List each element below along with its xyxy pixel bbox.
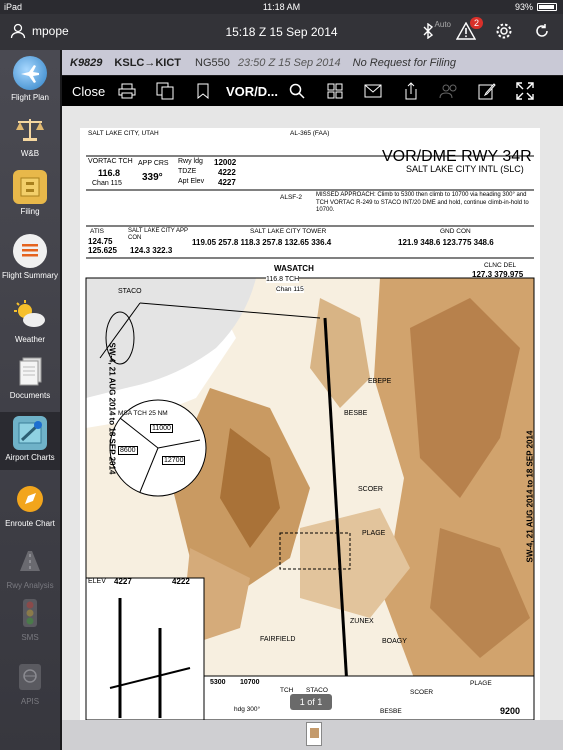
fix-boagy: BOAGY: [382, 638, 407, 645]
app-crs-label: APP CRS: [138, 160, 169, 167]
atis-freqs: 124.75 125.625: [88, 237, 117, 255]
wasatch-vortac-name: WASATCH: [274, 264, 314, 273]
chart-procedure-title: VOR/DME RWY 34R: [382, 148, 532, 165]
traffic-light-icon: [13, 596, 47, 630]
profile-plage: PLAGE: [470, 680, 492, 687]
ground-control-label: GND CON: [440, 228, 471, 235]
app-header: [0, 14, 563, 50]
chart-airport-name: SALT LAKE CITY INTL (SLC): [406, 164, 524, 174]
chart-validity-left: SW-4, 21 AUG 2014 to 18 SEP 2014: [107, 342, 117, 475]
scales-icon: [13, 112, 47, 146]
chart-validity-right: SW-4, 21 AUG 2014 to 18 SEP 2014: [525, 430, 535, 563]
profile-alt-5300: 5300: [210, 679, 226, 686]
flight-id: K9829: [70, 56, 103, 69]
sidebar-item-label: Flight Plan: [11, 93, 49, 102]
approach-control-freqs: 124.3 322.3: [130, 246, 173, 255]
tdze-box-value: 4222: [172, 577, 190, 586]
aircraft-id: NG550: [195, 56, 230, 69]
sidebar: [0, 50, 60, 750]
rwy-ldg-value: 12002: [214, 158, 237, 167]
elev-label: ELEV: [88, 578, 106, 585]
username: mpope: [32, 24, 69, 38]
clearance-delivery-label: CLNC DEL: [484, 262, 517, 269]
fix-staco: STACO: [118, 288, 142, 295]
approach-chart[interactable]: [80, 128, 540, 720]
vortac-channel: Chan 115: [92, 180, 122, 187]
chart-viewer-toolbar: [62, 76, 563, 106]
mail-icon[interactable]: [360, 81, 386, 101]
profile-alt-10700: 10700: [240, 679, 260, 686]
profile-heading: hdg 300°: [234, 706, 261, 713]
apt-elev-value: 4227: [218, 178, 236, 187]
app-crs-value: 339°: [142, 172, 163, 183]
print-icon[interactable]: [114, 81, 140, 101]
flight-route: KSLC→KICT: [114, 56, 182, 69]
page-indicator: 1 of 1: [290, 694, 332, 710]
battery-percent: 93%: [514, 2, 533, 12]
page-thumbnail[interactable]: [306, 722, 322, 746]
runway-icon: [13, 544, 47, 578]
apt-elev-label: Apt Elev: [178, 178, 205, 185]
tower-freqs: 119.05 257.8 118.3 257.8 132.65 336.4: [192, 238, 332, 247]
flight-strip[interactable]: [62, 50, 563, 75]
chart-procedure-id: AL-365 (FAA): [290, 130, 330, 137]
tower-label: SALT LAKE CITY TOWER: [250, 228, 327, 235]
filing-status: No Request for Filing: [352, 56, 456, 69]
status-time: 11:18 AM: [262, 2, 301, 12]
sidebar-item-label: Documents: [9, 391, 51, 400]
clearance-delivery-freqs: 127.3 379.975: [472, 270, 524, 279]
sidebar-item-enroute-chart[interactable]: [0, 482, 60, 528]
fix-scoer: SCOER: [358, 486, 383, 493]
list-icon: [13, 234, 47, 268]
status-bar: [0, 0, 563, 14]
sidebar-item-label: Flight Summary: [1, 271, 58, 280]
sidebar-item-apis[interactable]: [0, 660, 60, 706]
ground-control-freqs: 121.9 348.6 123.775 348.6: [398, 238, 494, 247]
fix-plage: PLAGE: [362, 530, 386, 537]
missed-approach-text: MISSED APPROACH: Climb to 5300 then climb to 10700 via heading 300° and TCH VORTAC R-249 to STACO INT/20 DME and hold, continue climb-in-hold to 10700.: [316, 192, 529, 213]
atis-label: ATIS: [90, 228, 104, 235]
sidebar-item-weather[interactable]: [0, 298, 60, 344]
bluetooth-icon[interactable]: [417, 20, 439, 42]
fix-zunex: ZUNEX: [350, 618, 374, 625]
share-icon[interactable]: [398, 81, 424, 101]
passport-icon: [13, 660, 47, 694]
chart-location: SALT LAKE CITY, UTAH: [88, 130, 159, 137]
compass-icon: [13, 482, 47, 516]
alsf-label: ALSF-2: [280, 194, 303, 201]
alerts-button[interactable]: [455, 20, 477, 42]
fix-besbe: BESBE: [344, 410, 368, 417]
tdze-label: TDZE: [178, 168, 197, 175]
sidebar-item-wb[interactable]: [0, 112, 60, 158]
contacts-icon[interactable]: [436, 81, 462, 101]
copy-icon[interactable]: [152, 81, 178, 101]
sidebar-item-sms[interactable]: [0, 596, 60, 642]
vortac-label: VORTAC TCH: [88, 158, 133, 165]
wasatch-frequency: 116.8 TCH: [266, 276, 300, 283]
refresh-button[interactable]: [531, 20, 553, 42]
settings-button[interactable]: [493, 20, 515, 42]
gear-icon: [495, 22, 513, 40]
msa-label: MSA TCH 25 NM: [118, 410, 168, 417]
fix-fairfield: FAIRFIELD: [260, 636, 296, 643]
sidebar-item-airport-charts[interactable]: [0, 412, 60, 470]
approach-control-label: SALT LAKE CITY APP CON: [128, 228, 188, 241]
zulu-datetime: 15:18 Z 15 Sep 2014: [225, 25, 338, 39]
profile-staco: STACO: [306, 687, 328, 694]
auto-label: Auto: [434, 20, 451, 29]
sidebar-item-label: Rwy Analysis: [6, 581, 54, 590]
sidebar-item-rwy-analysis[interactable]: [0, 544, 60, 590]
sidebar-item-label: Weather: [14, 335, 46, 344]
profile-alt-9200: 9200: [500, 706, 521, 716]
msa-alt-south: 12700: [164, 457, 184, 464]
sidebar-item-documents[interactable]: [0, 354, 60, 400]
rwy-ldg-label: Rwy ldg: [178, 158, 203, 165]
device-label: iPad: [4, 2, 23, 12]
close-button[interactable]: Close: [72, 83, 106, 99]
msa-alt-west: 8600: [120, 447, 136, 454]
battery-indicator: [515, 2, 557, 12]
sidebar-item-label: SMS: [21, 633, 39, 642]
sidebar-item-label: Airport Charts: [5, 453, 55, 462]
airport-chart-icon: [13, 416, 47, 450]
folder-icon: [13, 170, 47, 204]
fullscreen-icon[interactable]: [512, 81, 538, 101]
bookmark-icon[interactable]: [190, 81, 216, 101]
sidebar-item-label: W&B: [20, 149, 40, 158]
profile-tch: TCH: [280, 687, 294, 694]
approach-chart-graphic: [80, 128, 540, 720]
sidebar-item-label: Enroute Chart: [5, 519, 55, 528]
sidebar-item-filing[interactable]: [0, 170, 60, 216]
fix-ebepe: EBEPE: [368, 378, 392, 385]
profile-besbe: BESBE: [380, 708, 402, 715]
elev-value: 4227: [114, 577, 132, 586]
battery-icon: [537, 3, 557, 11]
departure-time: 23:50 Z 15 Sep 2014: [237, 56, 341, 69]
sidebar-item-flight-plan[interactable]: [0, 56, 60, 102]
airplane-icon: [13, 56, 47, 90]
refresh-icon: [534, 23, 550, 39]
sidebar-item-label: Filing: [20, 207, 40, 216]
alerts-badge: 2: [470, 17, 483, 29]
grid-icon[interactable]: [322, 81, 348, 101]
tdze-value: 4222: [218, 168, 236, 177]
profile-scoer: SCOER: [410, 689, 434, 696]
sidebar-item-flight-summary[interactable]: [0, 234, 60, 280]
vortac-frequency: 116.8: [98, 168, 121, 178]
search-icon[interactable]: [284, 81, 310, 101]
documents-icon: [13, 354, 47, 388]
msa-alt-north: 11000: [152, 425, 171, 432]
annotate-icon[interactable]: [474, 81, 500, 101]
weather-icon: [13, 298, 47, 332]
chart-title: VOR/D...: [226, 83, 279, 99]
sidebar-item-label: APIS: [20, 697, 40, 706]
wasatch-channel: Chan 115: [276, 286, 304, 293]
